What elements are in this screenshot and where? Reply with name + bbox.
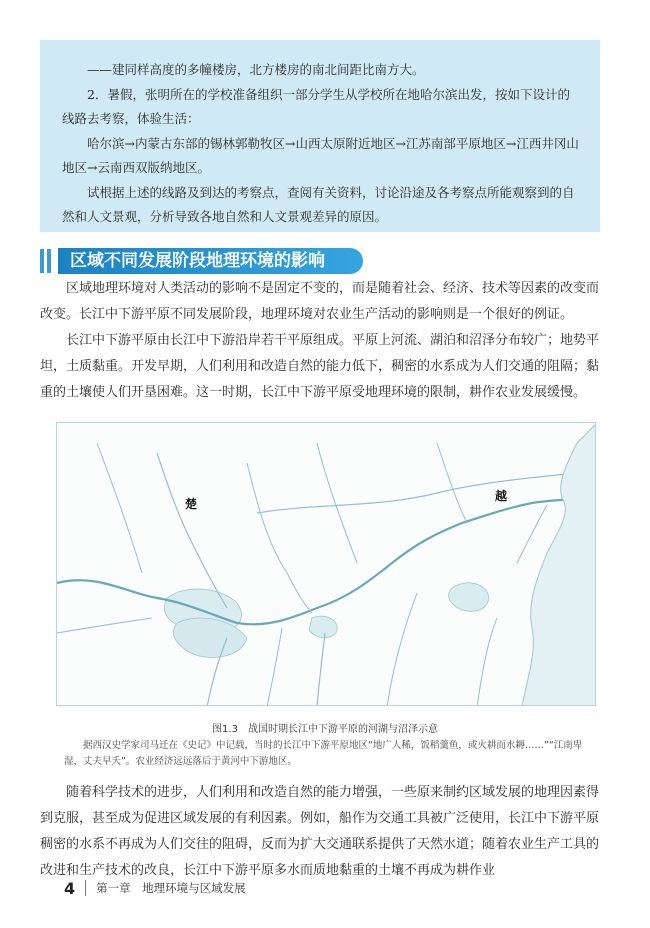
lake-east [449,583,489,612]
map-drawing [57,423,596,706]
page-footer [64,877,246,899]
label-yue: 越 [495,489,508,503]
figure-caption: 图1.3 战国时期长江中下游平原的河湖与沼泽示意 [212,724,438,735]
tributary-northwest [97,443,142,573]
tributary-west [57,618,152,633]
figure-map [56,422,596,706]
label-chu: 楚 [185,497,198,511]
figure-note: 据西汉史学家司马迁在《史记》中记载，当时的长江中下游平原地区“地广人稀，饭稻羹鱼，或火耕而水耨……”“江南卑湿，丈夫早夭”。农业经济远远落后于黄河中下游地区。 [64,740,583,767]
paragraph-plain: 长江中下游平原由长江中下游沿岸若干平原组成。平原上河流、湖泊和沼泽分布较广；地势平坦，土质黏重。开发早期，人们利用和改造自然的能力低下，稠密的水系成为人们交通的阻隔；黏重的土壤使人们开垦困难。这一时期，长江中下游平原受地理环境的限制，耕作农业发展缓慢。 [40,333,600,400]
activity-box [40,40,600,232]
coastline [522,423,596,706]
paragraph-progress: 随着科学技术的进步，人们利用和改造自然的能力增强，一些原来制约区域发展的地理因素得到克服，甚至成为促进区域发展的有利因素。例如，船作为交通工具被广泛使用，长江中下游平原稠密的水系不再成为人们交往的阻碍，反而为扩大交通联系提供了天然水道；随着农业生产工具的改进和生产技术的改良，长江中下游平原多水而质地黏重的土壤不再成为耕作业 [40,785,600,878]
lake-central [309,616,337,637]
activity-route: 哈尔滨→内蒙古东部的锡林郭勒牧区→山西太原附近地区→江苏南部平原地区→江西井冈山地区→云南西双版纳地区。 [62,135,579,175]
gan-river [317,633,325,706]
huai-river [257,473,577,513]
tributary-south-2 [387,593,417,706]
section-heading [40,248,370,274]
tributary-south-1 [267,628,282,706]
tributary-northeast [437,443,467,523]
activity-line-1: ——建同样高度的多幢楼房，北方楼房的南北间距比南方大。 [87,62,425,77]
chapter-title: 第一章 地理环境与区域发展 [96,881,246,895]
activity-question: 试根据上述的线路及到达的考察点，查阅有关资料，讨论沿途及各考察点所能观察到的自然和人文景观，分析导致各地自然和人文景观差异的原因。 [62,184,575,224]
tributary-north-1 [247,463,312,613]
section-title: 区域不同发展阶段地理环境的影响 [70,251,325,271]
paragraph-intro: 区域地理环境对人类活动的影响不是固定不变的，而是随着社会、经济、技术等因素的改变而改变。长江中下游平原不同发展阶段，地理环境对农业生产活动的影响则是一个很好的例证。 [40,281,600,322]
tributary-north-2 [317,443,357,563]
page-number: 4 [64,878,76,898]
activity-item-2: 2．暑假，张明所在的学校准备组织一部分学生从学校所在地哈尔滨出发，按如下设计的线路去考察，体验生活： [62,86,570,126]
tributary-south-3 [477,618,497,706]
footer-divider [85,880,86,896]
han-river [157,453,227,608]
tributary-east [517,505,547,563]
